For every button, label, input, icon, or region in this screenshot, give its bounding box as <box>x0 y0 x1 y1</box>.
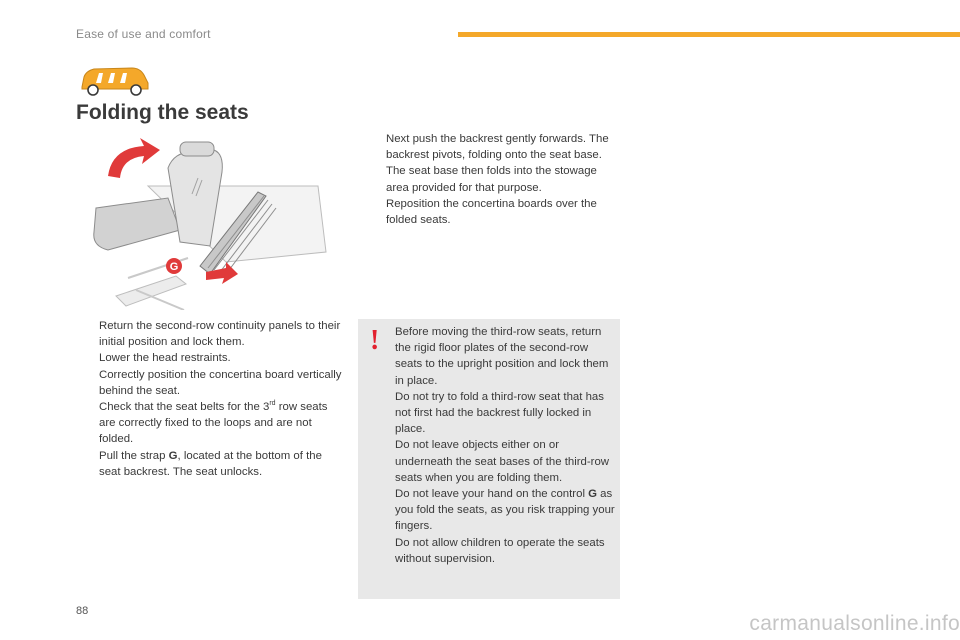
step-text: Return the second-row continuity panels to their initial position and lock them. <box>99 320 341 349</box>
watermark: carmanualsonline.info <box>749 612 960 635</box>
list-item <box>82 318 342 350</box>
section-title: Folding the seats <box>76 101 249 124</box>
warning-text <box>395 324 617 567</box>
warning-line <box>395 486 617 535</box>
strap-g-label: G <box>169 261 179 273</box>
list-item <box>369 196 617 228</box>
ordinal-suffix: rd <box>269 400 276 408</box>
step-text-pre: Pull the strap <box>99 449 169 462</box>
step-text: Next push the backrest gently forwards. The backrest pivots, folding onto the seat base. The seat base then folds into the stowage area provided for that purpose. <box>386 133 609 194</box>
control-letter: G <box>168 449 178 462</box>
header-title: Ease of use and comfort <box>76 27 211 41</box>
control-letter: G <box>588 488 598 501</box>
seat-folding-diagram <box>88 134 328 310</box>
steps-list-left <box>82 318 342 480</box>
warning-control-post: as you fold the seats, as you risk trapping your fingers. <box>395 488 615 533</box>
warning-line: Do not allow children to operate the seats without supervision. <box>395 536 605 565</box>
list-item <box>82 367 342 399</box>
step-text-pre: Check that the seat belts for the 3 <box>99 401 270 414</box>
list-item <box>82 350 342 366</box>
warning-box <box>358 319 620 599</box>
step-text: Reposition the concertina boards over the folded seats. <box>386 197 597 227</box>
step-text-post: row seats are correctly fixed to the loops and are not folded. <box>99 401 328 446</box>
list-item <box>82 448 342 480</box>
step-text: Correctly position the concertina board vertically behind the seat. <box>99 368 342 397</box>
warning-line: Do not leave objects either on or underneath the seat bases of the third-row seats when you are folding them. <box>395 439 610 484</box>
warning-control-pre: Do not leave your hand on the control <box>395 488 589 501</box>
steps-list-right <box>369 131 617 228</box>
list-item <box>82 399 342 448</box>
header-accent-bar <box>458 32 960 37</box>
warning-line: Before moving the third-row seats, return the rigid floor plates of the second-row seats to the upright position and lock them in place. <box>395 326 609 387</box>
step-text: Lower the head restraints. <box>99 352 231 365</box>
list-item <box>369 131 617 196</box>
warning-line: Do not try to fold a third-row seat that has not first had the backrest fully locked in place. <box>395 390 604 436</box>
warning-exclamation-icon: ! <box>370 325 380 356</box>
step-text-post: , located at the bottom of the seat backrest. The seat unlocks. <box>99 449 322 478</box>
car-seats-icon <box>78 63 150 99</box>
page-number: 88 <box>76 605 89 617</box>
